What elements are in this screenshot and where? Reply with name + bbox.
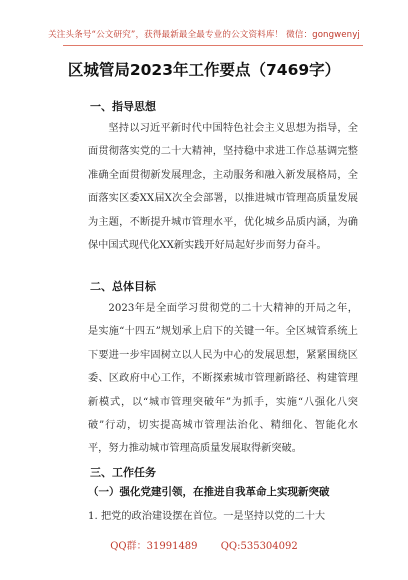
task-subheading: （一）强化党建引领，在推进自我革命上实现新突破 [88,486,330,498]
section-body-guiding-ideology: 坚持以习近平新时代中国特色社会主义思想为指导，全面贯彻落实党的二十大精神，坚持稳中求进工作总基调完整准确全面贯彻新发展理念，主动服务和融入新发展格局，全面落实区委XX届X次全会部署，以推进城市管理高质量发展为主题，不断提升城市管理水平，优化城乡品质内涵，为确保中国式现代化XX新实践开好局起好步而努力奋斗。 [88,123,358,252]
header-divider [63,45,363,46]
footer-qq: QQ:535304092 [220,541,298,552]
section-heading-overall-goals: 二、总体目标 [90,280,156,293]
footer-contact [0,537,408,552]
section-heading-guiding-ideology: 一、指导思想 [90,100,156,113]
section-heading-tasks: 三、工作任务 [90,466,156,479]
section-body-overall-goals: 2023年是全面学习贯彻党的二十大精神的开局之年，是实施“十四五”规划承上启下的关键一年。全区城管系统上下要进一步牢固树立以人民为中心的发展思想，紧紧围绕区委、区政府中心工作，不断探索城市管理新路径、构建管理新模式，以“城市管理突破年”为抓手，实施“八强化八突破”行动，切实提高城市管理法治化、精细化、智能化水平，努力推动城市管理高质量发展取得新突破。 [88,303,358,455]
footer-qq-group: QQ群：31991489 [110,541,198,552]
document-title: 区城管局2023年工作要点（7469字） [67,61,341,79]
task-item: 1. 把党的政治建设摆在首位。一是坚持以党的二十大 [88,511,326,522]
header-notice: 关注头条号“公文研究”，获得最新最全最专业的公文资料库！ 微信：gongwenyj [48,30,360,40]
